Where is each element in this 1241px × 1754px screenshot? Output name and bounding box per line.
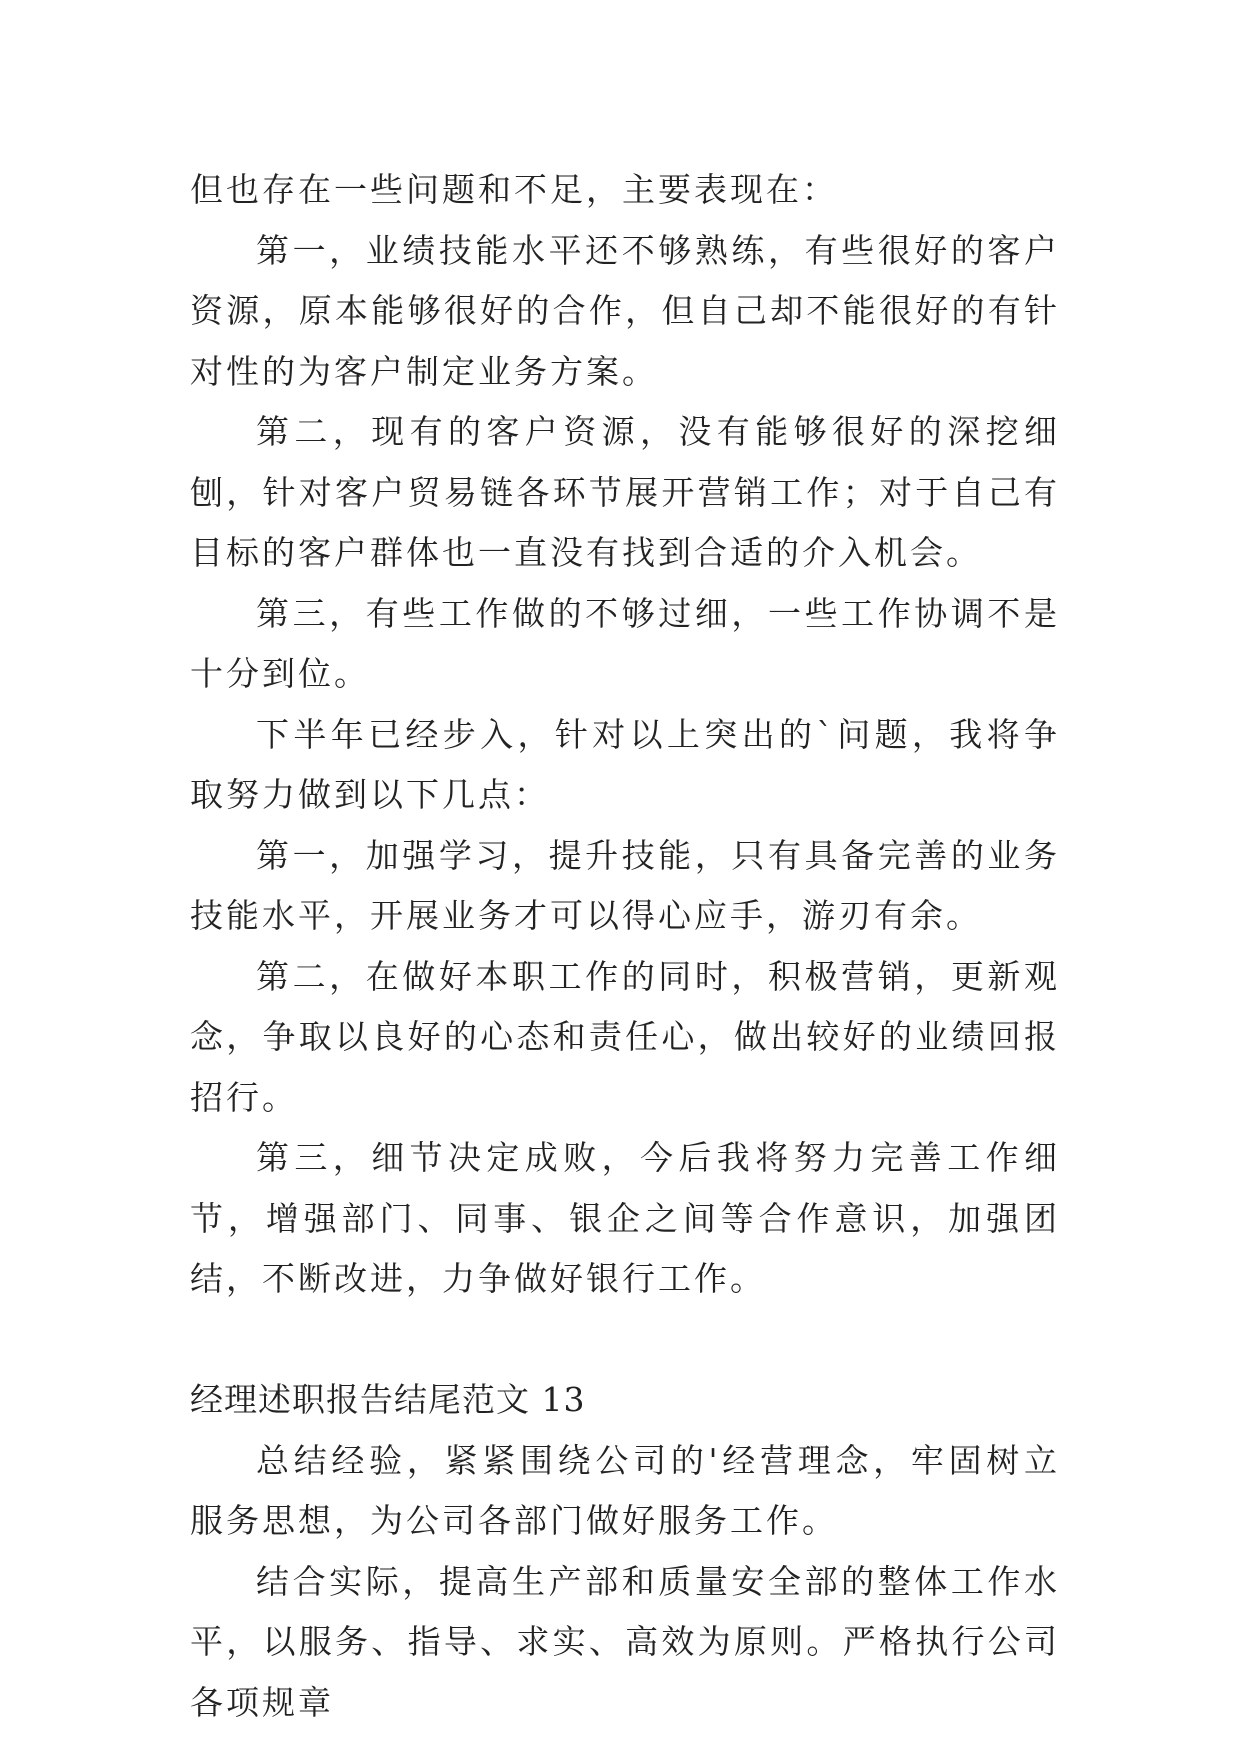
paragraph: 第三，有些工作做的不够过细，一些工作协调不是十分到位。 bbox=[190, 593, 1060, 693]
document-body bbox=[190, 160, 1060, 1733]
paragraph: 但也存在一些问题和不足，主要表现在： bbox=[190, 170, 838, 209]
section-title: 经理述职报告结尾范文 13 bbox=[190, 1380, 586, 1419]
paragraph: 下半年已经步入，针对以上突出的`问题，我将争取努力做到以下几点： bbox=[190, 714, 1060, 814]
paragraph: 第一，业绩技能水平还不够熟练，有些很好的客户资源，原本能够很好的合作，但自己却不能很好的有针对性的为客户制定业务方案。 bbox=[190, 230, 1060, 391]
paragraph: 总结经验，紧紧围绕公司的'经营理念，牢固树立服务思想，为公司各部门做好服务工作。 bbox=[190, 1440, 1060, 1540]
paragraph: 第三，细节决定成败，今后我将努力完善工作细节，增强部门、同事、银企之间等合作意识，加强团结，不断改进，力争做好银行工作。 bbox=[190, 1138, 1060, 1298]
paragraph: 第二，现有的客户资源，没有能够很好的深挖细刨，针对客户贸易链各环节展开营销工作；对于自己有目标的客户群体也一直没有找到合适的介入机会。 bbox=[190, 412, 1060, 572]
paragraph: 第二，在做好本职工作的同时，积极营销，更新观念，争取以良好的心态和责任心，做出较好的业绩回报招行。 bbox=[190, 956, 1060, 1117]
paragraph: 结合实际，提高生产部和质量安全部的整体工作水平，以服务、指导、求实、高效为原则。严格执行公司各项规章 bbox=[190, 1561, 1060, 1722]
paragraph: 第一，加强学习，提升技能，只有具备完善的业务技能水平，开展业务才可以得心应手，游刃有余。 bbox=[190, 835, 1060, 935]
